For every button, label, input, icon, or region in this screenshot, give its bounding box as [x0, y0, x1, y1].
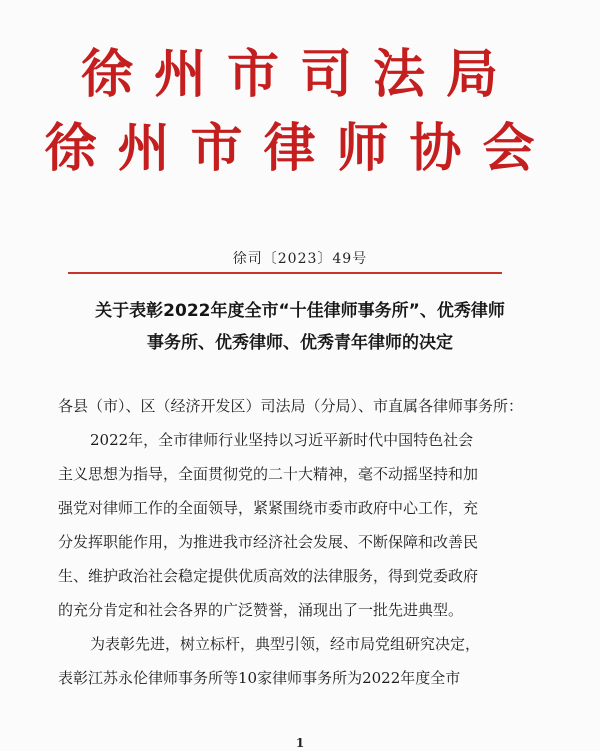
issuer-name-lawyers-association: 徐州市律师协会: [44, 118, 556, 179]
issuer-name-justice-bureau: 徐州市司法局: [80, 44, 519, 105]
document-title-line-2: 事务所、优秀律师、优秀青年律师的决定: [147, 333, 453, 353]
body-text-line: 的充分肯定和社会各界的广泛赞誉，涌现出了一批先进典型。: [58, 601, 464, 619]
body-text-line: 2022年，全市律师行业坚持以习近平新时代中国特色社会: [90, 431, 474, 449]
body-text-line: 分发挥职能作用，为推进我市经济社会发展、不断保障和改善民: [58, 533, 479, 551]
red-divider-line: [68, 272, 502, 274]
addressee-line: 各县（市）、区（经济开发区）司法局（分局）、市直属各律师事务所：: [58, 397, 524, 415]
body-text-line: 生、维护政治社会稳定提供优质高效的法律服务，得到党委政府: [58, 567, 479, 585]
body-text-line: 为表彰先进，树立标杆，典型引领，经市局党组研究决定，: [90, 635, 481, 653]
document-number: 徐司〔2023〕49号: [232, 251, 368, 267]
document-title-line-1: 关于表彰2022年度全市“十佳律师事务所”、优秀律师: [95, 301, 505, 321]
body-text-line: 强党对律师工作的全面领导，紧紧围绕市委市政府中心工作，充: [58, 499, 479, 517]
body-text-line: 主义思想为指导，全面贯彻党的二十大精神，毫不动摇坚持和加: [58, 465, 479, 483]
body-text-line: 表彰江苏永伦律师事务所等10家律师事务所为2022年度全市: [58, 669, 461, 687]
page-number: 1: [295, 736, 305, 750]
